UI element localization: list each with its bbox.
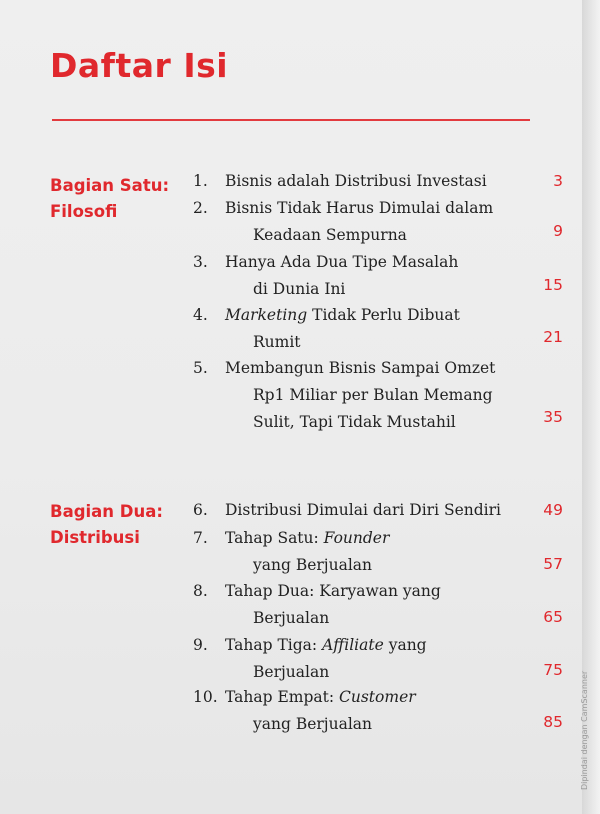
entry-title-rest: Tahap Satu: xyxy=(225,529,324,547)
entry-number: 6. xyxy=(193,501,208,519)
page-title: Daftar Isi xyxy=(50,46,229,85)
toc-entry-8 xyxy=(193,578,523,632)
part-label-line: Bagian Dua: xyxy=(50,502,163,521)
entry-number: 5. xyxy=(193,359,208,377)
entry-title-italic: Customer xyxy=(339,688,416,706)
entry-page-5: 35 xyxy=(543,408,563,426)
entry-page-7: 57 xyxy=(543,555,563,573)
entry-title-cont: Sulit, Tapi Tidak Mustahil xyxy=(253,413,456,431)
entry-number: 9. xyxy=(193,636,208,654)
entry-title-cont: Rumit xyxy=(253,333,301,351)
entry-title xyxy=(225,632,523,659)
entry-title-rest: Tahap Empat: xyxy=(225,688,340,706)
title-divider xyxy=(52,119,530,121)
part-label-line: Distribusi xyxy=(50,528,140,547)
entry-page-8: 65 xyxy=(543,608,563,626)
entry-page-1: 3 xyxy=(553,172,563,190)
entry-page-3: 15 xyxy=(543,276,563,294)
entry-title-cont: Berjualan xyxy=(253,609,330,627)
toc-entry-9 xyxy=(193,632,523,686)
entry-number: 3. xyxy=(193,253,208,271)
entry-title-italic: Founder xyxy=(323,529,390,547)
entry-number: 7. xyxy=(193,529,208,547)
entry-page-6: 49 xyxy=(543,501,563,519)
entry-page-9: 75 xyxy=(543,661,563,679)
scanner-watermark: Dipindai dengan CamScanner xyxy=(580,670,589,790)
entry-title-cont: Keadaan Sempurna xyxy=(253,226,407,244)
entry-number: 8. xyxy=(193,582,208,600)
entry-title-italic: Marketing xyxy=(225,306,308,324)
entry-title: Distribusi Dimulai dari Diri Sendiri xyxy=(225,501,501,519)
toc-entry-10 xyxy=(193,684,523,738)
entry-page-4: 21 xyxy=(543,328,563,346)
part-label-satu xyxy=(50,173,169,225)
toc-entry-1 xyxy=(193,168,523,195)
entry-title: Tahap Dua: Karyawan yang xyxy=(225,582,441,600)
entry-title-cont: Berjualan xyxy=(253,663,330,681)
entry-title: Bisnis adalah Distribusi Investasi xyxy=(225,172,487,190)
toc-entry-3 xyxy=(193,249,523,303)
entry-number: 1. xyxy=(193,172,208,190)
entry-title-rest: Tahap Tiga: xyxy=(225,636,323,654)
entry-title: Membangun Bisnis Sampai Omzet xyxy=(225,359,496,377)
part-label-line: Filosofi xyxy=(50,202,118,221)
entry-title xyxy=(225,525,523,552)
part-label-dua xyxy=(50,499,163,551)
entry-title-rest: yang xyxy=(383,636,427,654)
entry-title-cont: yang Berjualan xyxy=(253,556,373,574)
entry-title-cont: yang Berjualan xyxy=(253,715,373,733)
toc-entry-6 xyxy=(193,497,523,524)
entry-page-2: 9 xyxy=(553,222,563,240)
part-label-line: Bagian Satu: xyxy=(50,176,170,195)
entry-number: 2. xyxy=(193,199,208,217)
entry-number: 10. xyxy=(193,688,218,706)
toc-entry-5 xyxy=(193,355,523,436)
toc-entry-2 xyxy=(193,195,523,249)
entry-title: Bisnis Tidak Harus Dimulai dalam xyxy=(225,199,494,217)
entry-title: Hanya Ada Dua Tipe Masalah xyxy=(225,253,459,271)
entry-title-cont: Rp1 Miliar per Bulan Memang xyxy=(253,386,493,404)
entry-number: 4. xyxy=(193,306,208,324)
entry-title xyxy=(225,684,523,711)
entry-title-cont: di Dunia Ini xyxy=(253,280,346,298)
entry-title xyxy=(225,302,523,329)
entry-title-italic: Affiliate xyxy=(322,636,384,654)
toc-entry-7 xyxy=(193,525,523,579)
entry-page-10: 85 xyxy=(543,713,563,731)
entry-title-rest: Tidak Perlu Dibuat xyxy=(307,306,460,324)
toc-entry-4 xyxy=(193,302,523,356)
